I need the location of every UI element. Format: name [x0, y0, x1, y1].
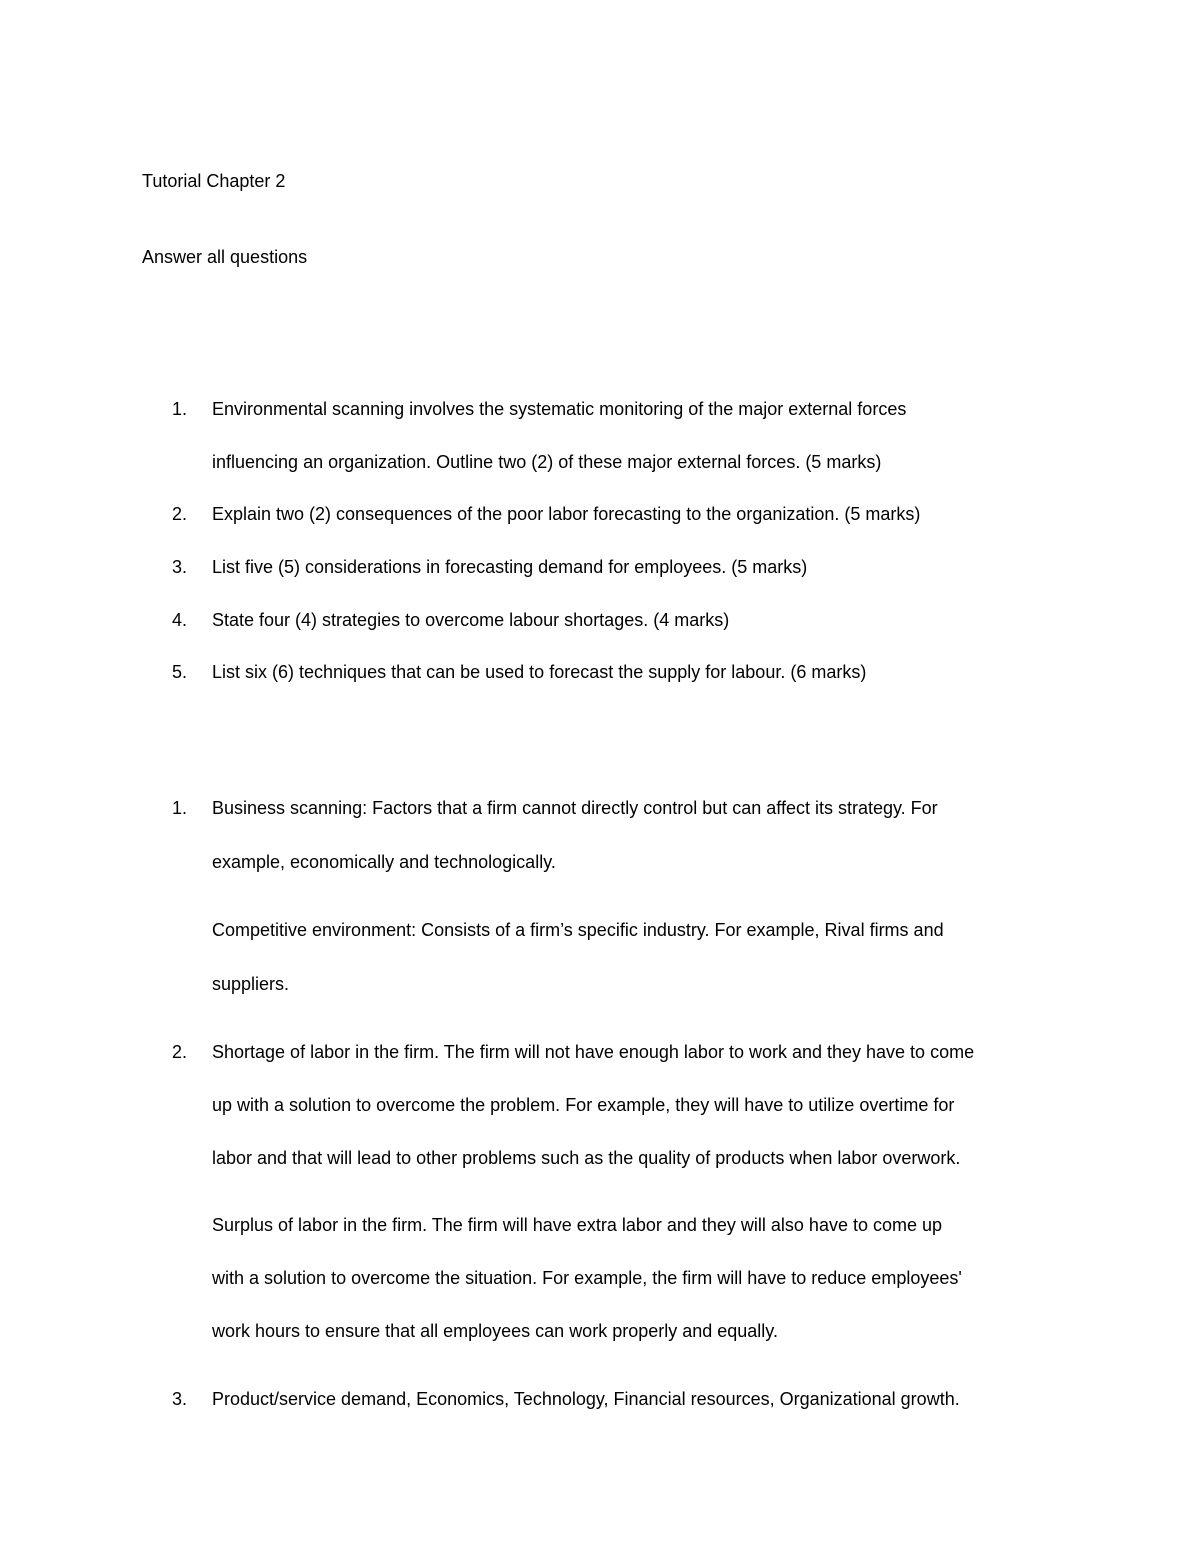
question-number: 4.	[172, 610, 188, 630]
answer-text: work hours to ensure that all employees can work properly and equally.	[212, 1321, 778, 1341]
question-text: Environmental scanning involves the systematic monitoring of the major external forces	[212, 399, 907, 419]
question-text: List five (5) considerations in forecasting demand for employees. (5 marks)	[212, 557, 808, 577]
instruction-text: Answer all questions	[142, 247, 308, 267]
answer-text: Surplus of labor in the firm. The firm will have extra labor and they will also have to come up	[212, 1215, 943, 1235]
question-number: 1.	[172, 399, 188, 419]
answer-text: labor and that will lead to other problems such as the quality of products when labor overwork.	[212, 1148, 961, 1168]
question-text: List six (6) techniques that can be used to forecast the supply for labour. (6 marks)	[212, 662, 867, 682]
answer-text: with a solution to overcome the situation. For example, the firm will have to reduce employees'	[212, 1268, 962, 1288]
question-text: influencing an organization. Outline two (2) of these major external forces. (5 marks)	[212, 452, 882, 472]
answer-text: up with a solution to overcome the problem. For example, they will have to utilize overtime for	[212, 1095, 955, 1115]
answer-text: suppliers.	[212, 974, 290, 994]
answer-number: 1.	[172, 798, 188, 818]
answer-text: Competitive environment: Consists of a firm’s specific industry. For example, Rival firms and	[212, 920, 944, 940]
question-number: 3.	[172, 557, 188, 577]
answer-text: Product/service demand, Economics, Technology, Financial resources, Organizational growth.	[212, 1389, 960, 1409]
answer-number: 3.	[172, 1389, 188, 1409]
answer-number: 2.	[172, 1042, 188, 1062]
question-text: Explain two (2) consequences of the poor labor forecasting to the organization. (5 marks)	[212, 504, 921, 524]
answer-text: Business scanning: Factors that a firm cannot directly control but can affect its strategy. For	[212, 798, 938, 818]
question-number: 2.	[172, 504, 188, 524]
question-text: State four (4) strategies to overcome labour shortages. (4 marks)	[212, 610, 730, 630]
question-number: 5.	[172, 662, 188, 682]
answer-text: Shortage of labor in the firm. The firm will not have enough labor to work and they have to come	[212, 1042, 975, 1062]
answer-text: example, economically and technologically.	[212, 852, 556, 872]
document-title: Tutorial Chapter 2	[142, 171, 286, 191]
